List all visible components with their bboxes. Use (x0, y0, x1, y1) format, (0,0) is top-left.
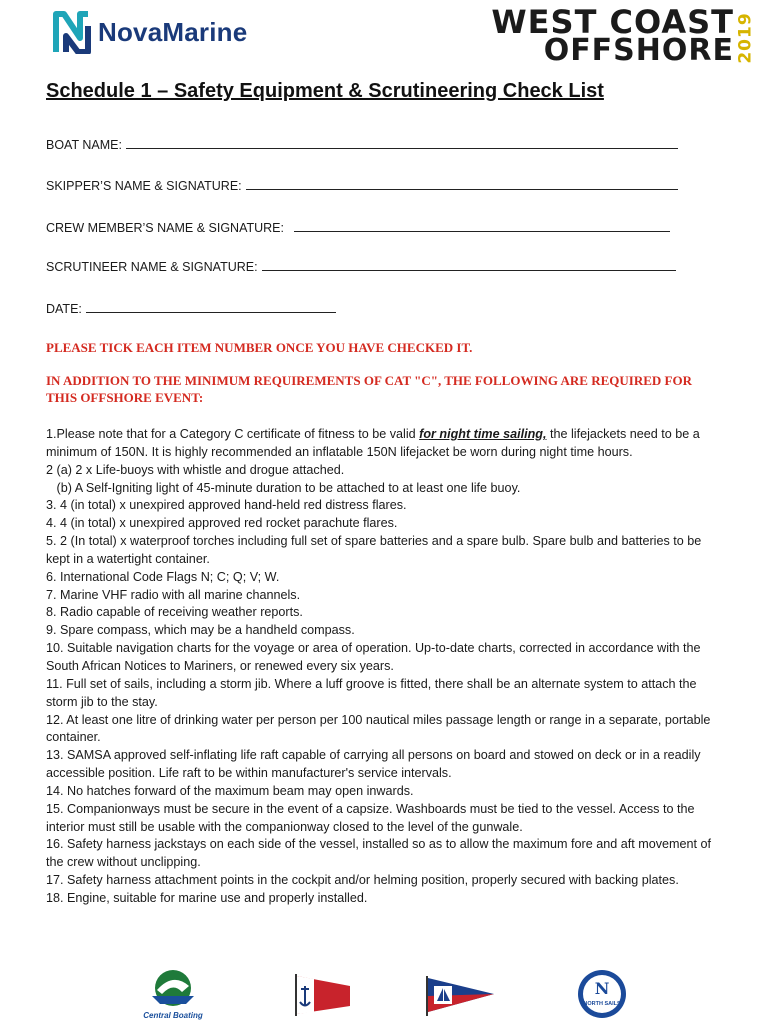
list-item: 16. Safety harness jackstays on each side of the vessel, installed so as to allow the maximum fore and aft movement of the crew without unclipping. (46, 837, 715, 870)
wco-year (735, 10, 760, 68)
list-item: 13. SAMSA approved self-inflating life raft capable of carrying all persons on board and stowed on deck or in a readily accessible position. Life raft to be within manufacturer's service intervals. (46, 748, 705, 781)
list-item: 11. Full set of sails, including a storm jib. Where a luff groove is fitted, there shall be an alternate system to attach the storm jib to the stay. (46, 676, 701, 709)
list-item: 4. 4 (in total) x unexpired approved red rocket parachute flares. (46, 516, 398, 531)
west-coast-offshore-logo (476, 4, 762, 68)
boat-name-line[interactable] (126, 147, 678, 149)
novamarine-wordmark: NovaMarine (98, 16, 248, 47)
list-item: 17. Safety harness attachment points in the cockpit and/or helming position, properly secured with backing plates. (46, 873, 679, 888)
list-item: 1.Please note that for a Category C certificate of fitness to be valid for night time sailing, the lifejackets need to be a minimum of 150N. It is highly recommended an inflatable 150N lifejacket be worn during night time hours. (46, 427, 700, 459)
skipper-line[interactable] (246, 188, 678, 190)
checklist-items (46, 426, 726, 908)
date-field[interactable] (46, 302, 336, 316)
date-label: DATE: (46, 302, 82, 316)
list-item: 9. Spare compass, which may be a handheld compass. (46, 623, 355, 638)
addition-instruction: IN ADDITION TO THE MINIMUM REQUIREMENTS OF CAT "C", THE FOLLOWING ARE REQUIRED FOR THIS OFFSHORE EVENT: (46, 373, 692, 405)
list-item: 2 (a) 2 x Life-buoys with whistle and drogue attached. (46, 462, 345, 477)
tick-instruction: PLEASE TICK EACH ITEM NUMBER ONCE YOU HAVE CHECKED IT. (46, 340, 473, 355)
scrutineer-field[interactable] (46, 260, 676, 274)
list-item: 14. No hatches forward of the maximum beam may open inwards. (46, 783, 414, 798)
date-line[interactable] (86, 311, 336, 313)
novamarine-logo (52, 10, 247, 54)
night-time-emphasis: for night time sailing, (419, 427, 547, 441)
scrutineer-line[interactable] (262, 269, 676, 271)
novamarine-mark-icon (52, 10, 92, 54)
skipper-field[interactable] (46, 179, 678, 193)
list-item: 7. Marine VHF radio with all marine channels. (46, 587, 301, 602)
list-item: 12. At least one litre of drinking water per person per 100 nautical miles passage length or range in a separate, portable container. (46, 712, 714, 745)
crew-line[interactable] (294, 230, 670, 232)
central-boating-text: Central Boating (143, 1011, 203, 1020)
boat-name-label: BOAT NAME: (46, 138, 122, 152)
list-item: 3. 4 (in total) x unexpired approved hand-held red distress flares. (46, 498, 407, 513)
list-item: 18. Engine, suitable for marine use and properly installed. (46, 890, 368, 905)
list-item: (b) A Self-Igniting light of 45-minute duration to be attached to at least one life buoy. (46, 480, 521, 495)
wco-line2: OFFSHORE (543, 33, 734, 68)
list-item: 8. Radio capable of receiving weather reports. (46, 605, 303, 620)
boat-name-field[interactable] (46, 138, 678, 152)
north-sails-text: NORTH SAILS (583, 1001, 621, 1007)
list-item: 5. 2 (In total) x waterproof torches including full set of spare batteries and a spare bulb. Spare bulb and batteries to be kept in a watertight container. (46, 534, 705, 566)
skipper-label: SKIPPER’S NAME & SIGNATURE: (46, 179, 242, 193)
scrutineer-label: SCRUTINEER NAME & SIGNATURE: (46, 260, 258, 274)
wco-line1: WEST COAST (491, 3, 734, 41)
north-sails-mark: N (594, 979, 610, 998)
central-boating-logo (142, 966, 204, 1022)
wco-year-text: 2019 (735, 12, 756, 64)
anchor-burgee-logo (292, 972, 354, 1018)
crew-field[interactable] (46, 221, 670, 235)
page-title: Schedule 1 – Safety Equipment & Scrutineering Check List (46, 80, 604, 102)
items-list (46, 462, 726, 908)
list-item: 10. Suitable navigation charts for the voyage or area of operation. Up-to-date charts, corrected in accordance with the South African Notices to Mariners, or renewed every six years. (46, 641, 705, 673)
list-item: 6. International Code Flags N; C; Q; V; W. (46, 569, 280, 584)
yacht-club-burgee-logo (424, 974, 496, 1018)
list-item: 15. Companionways must be secure in the event of a capsize. Washboards must be tied to the vessel. Access to the interior must still be usable with the companionway closed to the level of the gunwale. (46, 801, 698, 834)
north-sails-logo (576, 968, 628, 1020)
crew-label: CREW MEMBER’S NAME & SIGNATURE: (46, 221, 284, 235)
